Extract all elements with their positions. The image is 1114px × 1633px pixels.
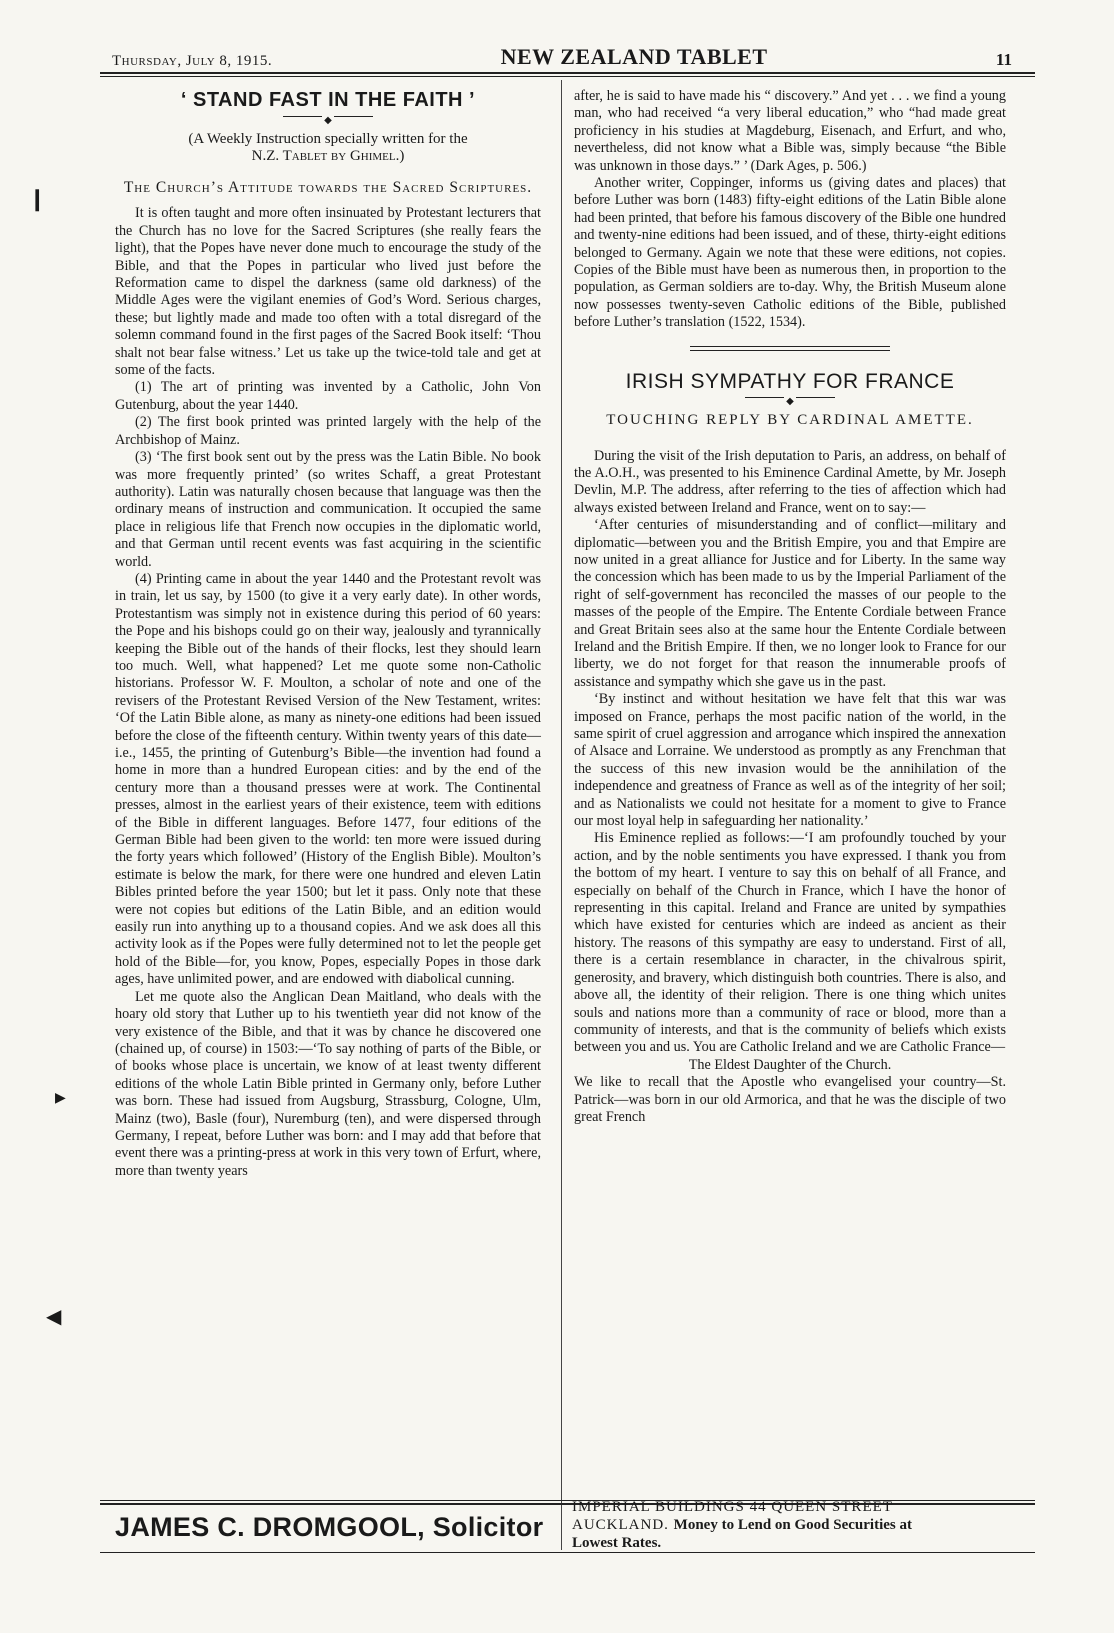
advert-solicitor-name: JAMES C. DROMGOOL, Solicitor (115, 1512, 544, 1542)
issue-date: Thursday, July 8, 1915. (112, 53, 273, 69)
article-paragraph: During the visit of the Irish deputation to Paris, an address, on behalf of the A.O.H., was presented to his Eminence Cardinal Amette, by Mr. Joseph Devlin, M.P. The address, after referring to the ties of affection which had always existed between Ireland and France, went on to say:— (574, 447, 1006, 516)
page-number: 11 (995, 50, 1012, 69)
header-rule (100, 72, 1035, 74)
section-heading: The Church’s Attitude towards the Sacred Scriptures. (123, 179, 533, 197)
margin-mark: ▶ (55, 1091, 66, 1106)
margin-mark: ❙ (28, 186, 47, 211)
advert-loan-text: Lowest Rates. (572, 1535, 662, 1551)
article-title: ‘ STAND FAST IN THE FAITH ’ (180, 89, 476, 111)
article-paragraph: We like to recall that the Apostle who evangelised your country—St. Patrick—was born in our old Armorica, and that he was the disciple of two great French (574, 1074, 1006, 1125)
advert-line: IMPERIAL BUILDINGS 44 QUEEN STREET (572, 1499, 893, 1515)
left-column (115, 89, 541, 1180)
article-paragraph: ‘After centuries of misunderstanding and of conflict—military and diplomatic—between you and the British Empire, you and that Empire are now united in a great alliance for Justice and for Liberty. In the same way the concession which has been made to us by the Imperial Parliament of the right of self-government has reconciled the masses of our people to the masses of the people of the Empire. The Entente Cordiale between France and Great Britain sees also at the same hour the Entente Cordiale between Ireland and the British Empire. If then, we no longer look to France for our liberty, we do not forget for that reason the innumerable proofs of assistance and sympathy which she gave us in the past. (574, 517, 1006, 690)
article-subtitle: TOUCHING REPLY BY CARDINAL AMETTE. (606, 412, 974, 429)
newspaper-title: NEW ZEALAND TABLET (500, 44, 768, 69)
footer-rule-bottom (100, 1552, 1035, 1553)
article-paragraph: (3) ‘The first book sent out by the press was the Latin Bible. No book was more frequently printed’ (so writes Schaff, a great Protestant authority). Latin was naturally chosen because that language was then the ordinary means of instruction and communication. It occupied the same place in religious life that French now occupies in the diplomatic world, and that German until recent events was fast acquiring in the scientific world. (115, 449, 541, 570)
article-paragraph: The Eldest Daughter of the Church. (688, 1056, 892, 1073)
subtitle-line: (A Weekly Instruction specially written for the (188, 131, 468, 148)
advert-line (572, 1516, 1017, 1534)
article-paragraph: His Eminence replied as follows:—‘I am profoundly touched by your action, and by the noble sentiments you have expressed. I thank you from the bottom of my heart. I venture to say this on behalf of all France, and especially on behalf of the Church in France, which I have the honor of representing in this capital. Ireland and France are united by sympathies which have existed for centuries which are indeed as ancient as their history. The reasons of this sympathy are easy to understand. First of all, there is a certain resemblance in character, in the chivalrous spirit, generosity, and bravery, which distinguish both countries. There is also, and above all, the identity of their religion. There is one thing which unites souls and nations more than a community of race or blood, more than a community of interests, and that is the community of beliefs which exists between you and us. You are Catholic Ireland and we are Catholic France— (574, 830, 1006, 1056)
margin-mark: ◀ (46, 1306, 62, 1328)
advert-address (572, 1498, 1017, 1552)
article-paragraph: Let me quote also the Anglican Dean Maitland, who deals with the hoary old story that Luther up to his twentieth year did not know of the very existence of the Bible, and that it was by chance he discovered one (chained up, of course) in 1503:—‘To say nothing of parts of the Bible, or of books whose place is uncertain, we know of at least twenty different editions of the whole Latin Bible printed in Germany only, before Luther was born. These had issued from Augsburg, Strassburg, Cologne, Ulm, Mainz (two), Basle (four), Nuremburg (ten), and were dispersed through Germany, I repeat, before Luther was born: and I may add that before that event there was a printing-press at work in this very town of Erfurt, where, more than twenty years (115, 988, 541, 1179)
subtitle-line: N.Z. Tablet by Ghimel.) (251, 148, 405, 165)
right-column (574, 88, 1006, 1126)
diamond-ornament-icon: ◆ (324, 115, 332, 127)
article-paragraph: (4) Printing came in about the year 1440 and the Protestant revolt was in train, let us say, by 1500 (to give it a very early date). In other words, Protestantism was simply not in existence during this period of 60 years: the Pope and his bishops could go on their way, jealously and tyrannically keeping the Bible out of the hands of their flocks, lest they should learn too much. Well, what happened? Let me quote some non-Catholic historians. Professor W. F. Moulton, a scholar of note and one of the revisers of the Protestant Revised Version of the New Testament, writes: ‘Of the Latin Bible alone, as many as ninety-one editions had been issued before the close of the fifteenth century. Within twenty years of this date—i.e., 1455, the printing of Gutenburg’s Bible—the invention had found a home in more than a hundred European cities: and by the end of the century more than a thousand presses were at work. The Continental presses, almost in the earliest years of their existence, teem with editions of the Bible in different languages. Before 1477, four editions of the German Bible had been given to the world: ten more were issued during the forty years which followed’ (History of the English Bible). Moulton’s estimate is below the mark, for there were one hundred and eleven Latin Bibles printed before the year 1500; but let it pass. Only note that these were not copies but editions of the Latin Bible, and an edition would easily run into anything up to a thousand copies. And we ask does all this activity look as if the Popes were fully determined not to let the people get hold of the Bible—for, you know, Popes, especially Popes in those dark ages, have unlimited power, and are endowed with diabolical cunning. (115, 570, 541, 988)
header-rule-thin (100, 76, 1035, 77)
article-paragraph: (2) The first book printed was printed largely with the help of the Archbishop of Mainz. (115, 414, 541, 448)
article-paragraph: ‘By instinct and without hesitation we have felt that this war was imposed on France, perhaps the most pacific nation of the world, in the same spirit of cruel aggression and arrogance which inspired the annexation of Alsace and Lorraine. We understood as promptly as any Frenchman that the success of this new invasion would be the annihilation of the independence and greatness of France as well as of the integrity of her soil; and as Nationalists we could not hesitate for a moment to give to France our most loyal help in safeguarding her nationality.’ (574, 691, 1006, 830)
article-paragraph: It is often taught and more often insinuated by Protestant lecturers that the Church has no love for the Sacred Scriptures (she really fears the light), that the Popes have never done much to encourage the study of the Bible, and that the Popes in particular who lived just before the Reformation came to dispel the darkness (same old darkness) of the Middle Ages were the vigilant enemies of God’s Word. Serious charges, these; but lightly made and made too often with a total disregard of the solemn command found in the first pages of the Sacred Book itself: ‘Thou shalt not bear false witness.’ Let us take up the twice-told tale and get at some of the facts. (115, 205, 541, 379)
article-title: IRISH SYMPATHY FOR FRANCE (625, 369, 955, 393)
article-paragraph: Another writer, Coppinger, informs us (giving dates and places) that before Luther was born (1483) fifty-eight editions of the Latin Bible alone had been printed, that before his famous discovery of the Bible one hundred and twenty-nine editions had been issued, and of these, thirty-eight editions belonged to Germany. Again we note that these were editions, not copies. Copies of the Bible must have been as numerous then, in proportion to the population, as German soldiers are to-day. Why, the British Museum alone now possesses twenty-seven Catholic editions of the Bible, published before Luther’s translation (1522, 1534). (574, 175, 1006, 331)
masthead (112, 40, 1032, 70)
title-ornament (574, 392, 1006, 408)
advert-loan-text: Money to Lend on Good Securities at (673, 1517, 913, 1533)
diamond-ornament-icon: ◆ (786, 396, 794, 408)
article-paragraph: (1) The art of printing was invented by a Catholic, John Von Gutenburg, about the year 1440. (115, 379, 541, 413)
advert-line (572, 1534, 1017, 1552)
column-divider (561, 80, 562, 1550)
article-separator (690, 346, 890, 351)
title-ornament (115, 111, 541, 127)
article-paragraph: after, he is said to have made his “ discovery.” And yet . . . we find a young man, who had received “a very liberal education,” who “had made great proficiency in his studies at Magdeburg, Eisenach, and Erfurt, and who, nevertheless, did not know what a Bible was, simply because “the Bible was unknown in those days.” ’ (Dark Ages, p. 506.) (574, 88, 1006, 174)
advert-city: AUCKLAND. (572, 1517, 669, 1533)
article-subtitle (115, 131, 541, 165)
